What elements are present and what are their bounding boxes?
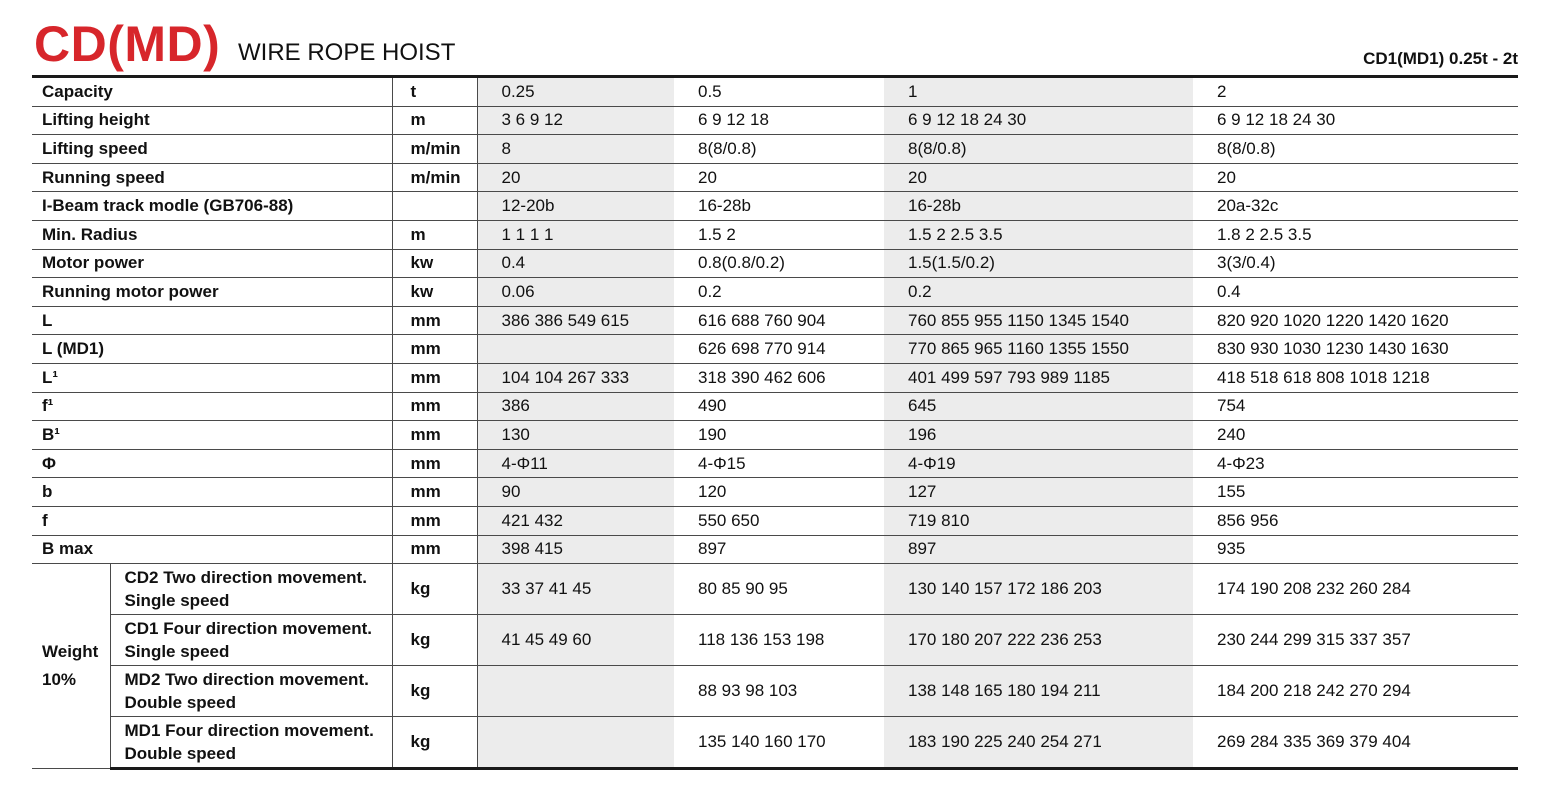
spec-value: 0.4 (477, 249, 674, 278)
spec-unit: kg (392, 717, 477, 769)
spec-unit: t (392, 77, 477, 107)
spec-value: 0.4 (1193, 278, 1518, 307)
spec-value: 3(3/0.4) (1193, 249, 1518, 278)
table-row (32, 163, 1518, 192)
spec-label: Running speed (32, 163, 392, 192)
spec-value: 754 (1193, 392, 1518, 421)
spec-unit: mm (392, 392, 477, 421)
spec-value: 196 (884, 421, 1193, 450)
weight-type-line2: Double speed (124, 693, 236, 713)
spec-value: 719 810 (884, 506, 1193, 535)
table-row (32, 106, 1518, 135)
spec-label: f (32, 506, 392, 535)
spec-label: I-Beam track modle (GB706-88) (32, 192, 392, 221)
table-row (32, 421, 1518, 450)
spec-value: 6 9 12 18 (674, 106, 884, 135)
spec-value: 170 180 207 222 236 253 (884, 615, 1193, 666)
spec-label: Φ (32, 449, 392, 478)
spec-value: 2 (1193, 77, 1518, 107)
table-row (32, 449, 1518, 478)
spec-value: 20 (477, 163, 674, 192)
table-row (32, 506, 1518, 535)
weight-label-line1: Weight (42, 642, 99, 662)
spec-unit: mm (392, 363, 477, 392)
weight-type (110, 564, 392, 615)
spec-unit: mm (392, 421, 477, 450)
spec-value: 16-28b (674, 192, 884, 221)
spec-value: 1.5(1.5/0.2) (884, 249, 1193, 278)
spec-value: 8(8/0.8) (1193, 135, 1518, 164)
spec-label: L (MD1) (32, 335, 392, 364)
spec-value: 1.5 2 (674, 220, 884, 249)
spec-value: 830 930 1030 1230 1430 1630 (1193, 335, 1518, 364)
spec-value: 386 (477, 392, 674, 421)
spec-value: 8(8/0.8) (674, 135, 884, 164)
spec-value: 4-Φ11 (477, 449, 674, 478)
spec-value: 897 (674, 535, 884, 564)
spec-unit: m/min (392, 135, 477, 164)
spec-value: 1.5 2 2.5 3.5 (884, 220, 1193, 249)
spec-value: 550 650 (674, 506, 884, 535)
table-row (32, 392, 1518, 421)
spec-unit: mm (392, 535, 477, 564)
spec-value: 386 386 549 615 (477, 306, 674, 335)
spec-value: 33 37 41 45 (477, 564, 674, 615)
spec-value: 626 698 770 914 (674, 335, 884, 364)
spec-value (477, 666, 674, 717)
spec-label: B¹ (32, 421, 392, 450)
model-range: CD1(MD1) 0.25t - 2t (1363, 49, 1518, 68)
weight-type-line2: Double speed (124, 744, 236, 764)
spec-value: 118 136 153 198 (674, 615, 884, 666)
spec-value: 935 (1193, 535, 1518, 564)
weight-type (110, 717, 392, 769)
spec-value: 20 (674, 163, 884, 192)
spec-value: 1.8 2 2.5 3.5 (1193, 220, 1518, 249)
spec-unit: mm (392, 306, 477, 335)
product-subtitle: WIRE ROPE HOIST (238, 39, 456, 66)
spec-value: 8(8/0.8) (884, 135, 1193, 164)
spec-value: 0.5 (674, 77, 884, 107)
spec-label: L¹ (32, 363, 392, 392)
spec-unit: mm (392, 506, 477, 535)
spec-value: 897 (884, 535, 1193, 564)
spec-value: 421 432 (477, 506, 674, 535)
spec-value: 20 (884, 163, 1193, 192)
table-row (32, 615, 1518, 666)
spec-label: Lifting speed (32, 135, 392, 164)
spec-unit (392, 192, 477, 221)
page-header (32, 14, 1518, 76)
table-row (32, 335, 1518, 364)
spec-label: b (32, 478, 392, 507)
spec-value: 16-28b (884, 192, 1193, 221)
table-row (32, 249, 1518, 278)
spec-value: 190 (674, 421, 884, 450)
spec-value: 645 (884, 392, 1193, 421)
spec-label: Capacity (32, 77, 392, 107)
table-row (32, 478, 1518, 507)
spec-value: 3 6 9 12 (477, 106, 674, 135)
spec-value: 183 190 225 240 254 271 (884, 717, 1193, 769)
brand-title: CD(MD) (34, 16, 221, 72)
spec-table-body (32, 77, 1518, 769)
spec-value: 174 190 208 232 260 284 (1193, 564, 1518, 615)
spec-value: 760 855 955 1150 1345 1540 (884, 306, 1193, 335)
spec-value (477, 717, 674, 769)
spec-unit: kg (392, 564, 477, 615)
spec-value: 127 (884, 478, 1193, 507)
spec-unit: m (392, 220, 477, 249)
weight-type-line1: CD1 Four direction movement. (124, 619, 372, 639)
spec-value: 856 956 (1193, 506, 1518, 535)
spec-value: 184 200 218 242 270 294 (1193, 666, 1518, 717)
weight-type-line1: MD2 Two direction movement. (124, 670, 369, 690)
spec-value: 418 518 618 808 1018 1218 (1193, 363, 1518, 392)
table-row (32, 564, 1518, 615)
spec-value: 130 140 157 172 186 203 (884, 564, 1193, 615)
spec-value: 4-Φ23 (1193, 449, 1518, 478)
spec-value: 318 390 462 606 (674, 363, 884, 392)
table-row (32, 535, 1518, 564)
spec-value: 0.8(0.8/0.2) (674, 249, 884, 278)
spec-unit: kg (392, 666, 477, 717)
spec-value: 1 (884, 77, 1193, 107)
spec-value: 135 140 160 170 (674, 717, 884, 769)
table-row (32, 278, 1518, 307)
table-row (32, 363, 1518, 392)
spec-value: 0.06 (477, 278, 674, 307)
weight-type (110, 666, 392, 717)
spec-value: 1 1 1 1 (477, 220, 674, 249)
weight-type-line1: CD2 Two direction movement. (124, 568, 367, 588)
spec-value: 616 688 760 904 (674, 306, 884, 335)
spec-value: 80 85 90 95 (674, 564, 884, 615)
spec-value: 130 (477, 421, 674, 450)
spec-label: B max (32, 535, 392, 564)
weight-label (32, 564, 110, 769)
spec-value: 90 (477, 478, 674, 507)
spec-value: 398 415 (477, 535, 674, 564)
table-row (32, 220, 1518, 249)
spec-unit: kw (392, 249, 477, 278)
table-row (32, 192, 1518, 221)
weight-type (110, 615, 392, 666)
table-row (32, 717, 1518, 769)
spec-label: f¹ (32, 392, 392, 421)
spec-unit: kg (392, 615, 477, 666)
spec-value: 4-Φ15 (674, 449, 884, 478)
weight-type-line1: MD1 Four direction movement. (124, 721, 374, 741)
spec-table (32, 75, 1518, 770)
spec-value: 0.25 (477, 77, 674, 107)
spec-value: 12-20b (477, 192, 674, 221)
spec-unit: kw (392, 278, 477, 307)
spec-unit: m (392, 106, 477, 135)
spec-label: Motor power (32, 249, 392, 278)
weight-type-line2: Single speed (124, 642, 230, 662)
spec-value: 0.2 (674, 278, 884, 307)
spec-value: 770 865 965 1160 1355 1550 (884, 335, 1193, 364)
spec-value: 6 9 12 18 24 30 (884, 106, 1193, 135)
spec-label: Running motor power (32, 278, 392, 307)
spec-value: 88 93 98 103 (674, 666, 884, 717)
spec-value: 230 244 299 315 337 357 (1193, 615, 1518, 666)
spec-value (477, 335, 674, 364)
table-row (32, 135, 1518, 164)
spec-unit: mm (392, 478, 477, 507)
table-row (32, 666, 1518, 717)
spec-unit: mm (392, 335, 477, 364)
weight-type-line2: Single speed (124, 591, 230, 611)
spec-value: 120 (674, 478, 884, 507)
spec-value: 41 45 49 60 (477, 615, 674, 666)
spec-value: 20 (1193, 163, 1518, 192)
spec-value: 401 499 597 793 989 1185 (884, 363, 1193, 392)
spec-value: 155 (1193, 478, 1518, 507)
spec-value: 6 9 12 18 24 30 (1193, 106, 1518, 135)
spec-value: 490 (674, 392, 884, 421)
weight-label-line2: 10% (42, 670, 77, 690)
spec-value: 8 (477, 135, 674, 164)
spec-value: 820 920 1020 1220 1420 1620 (1193, 306, 1518, 335)
spec-value: 104 104 267 333 (477, 363, 674, 392)
spec-unit: m/min (392, 163, 477, 192)
spec-value: 20a-32c (1193, 192, 1518, 221)
spec-unit: mm (392, 449, 477, 478)
table-row (32, 306, 1518, 335)
spec-label: Min. Radius (32, 220, 392, 249)
spec-label: L (32, 306, 392, 335)
spec-value: 240 (1193, 421, 1518, 450)
table-row (32, 77, 1518, 107)
spec-value: 269 284 335 369 379 404 (1193, 717, 1518, 769)
spec-value: 0.2 (884, 278, 1193, 307)
spec-value: 4-Φ19 (884, 449, 1193, 478)
spec-value: 138 148 165 180 194 211 (884, 666, 1193, 717)
spec-label: Lifting height (32, 106, 392, 135)
